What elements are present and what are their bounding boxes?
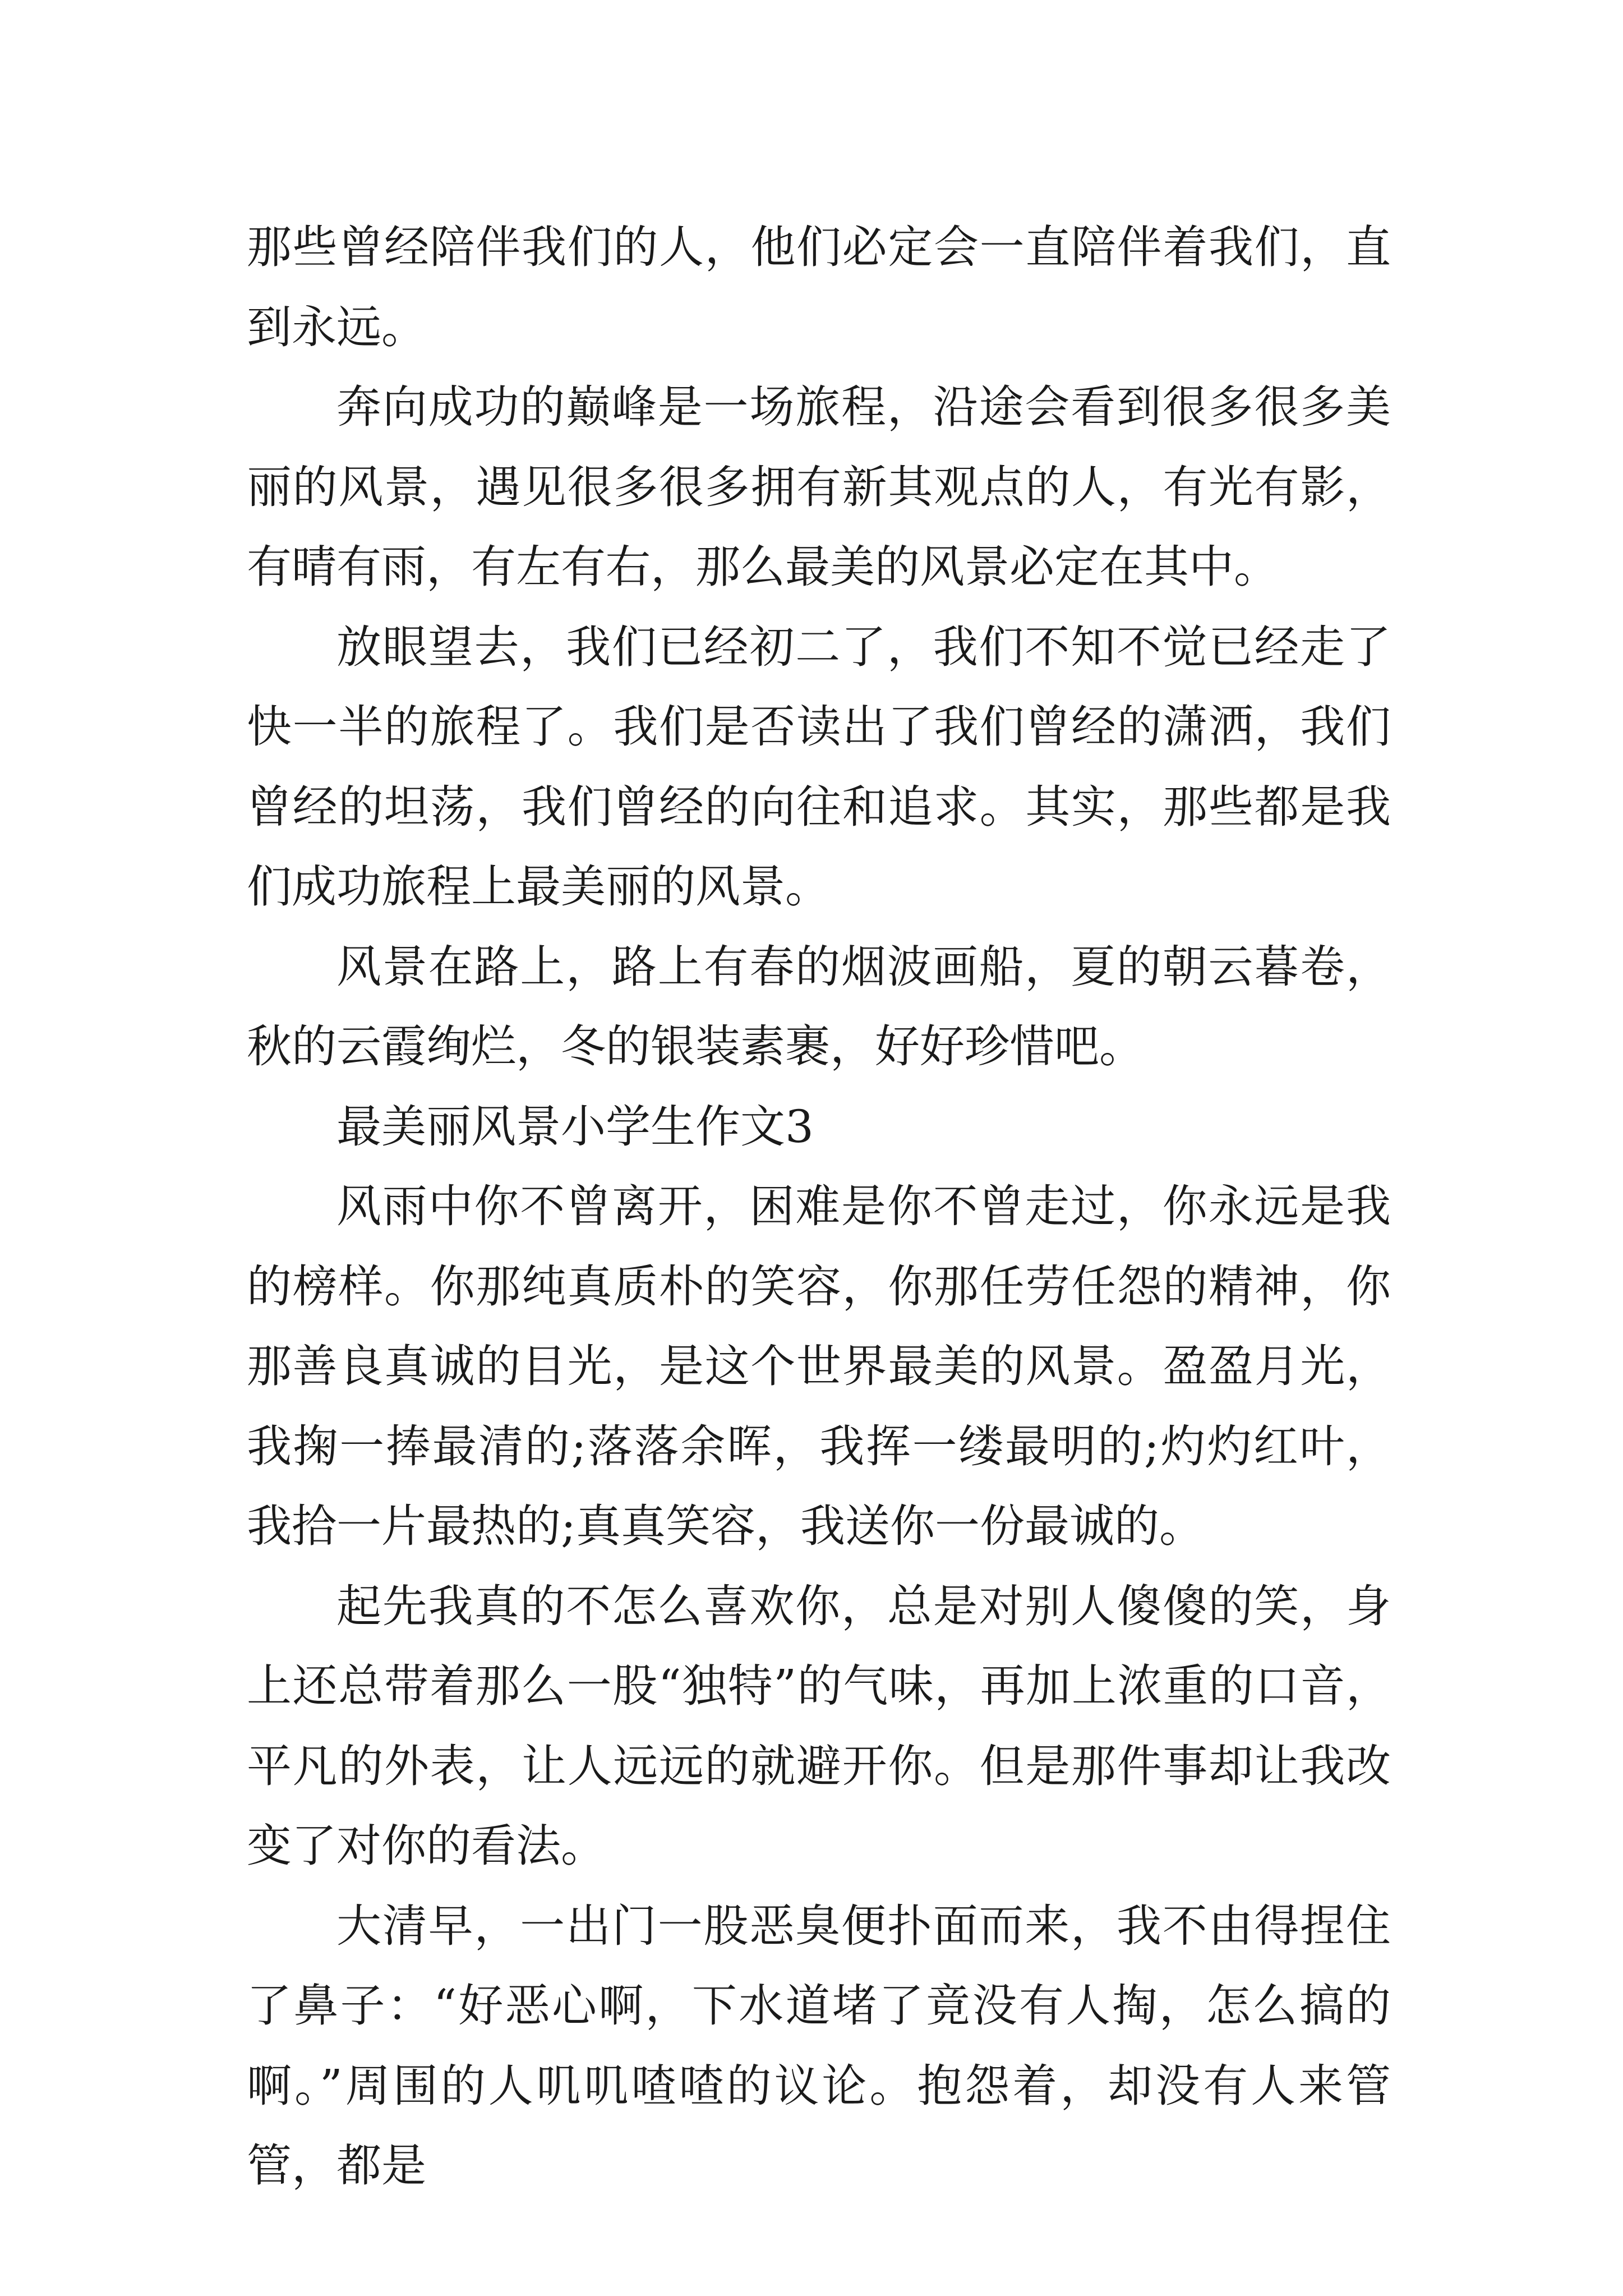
paragraph: 风雨中你不曾离开，困难是你不曾走过，你永远是我的榜样。你那纯真质朴的笑容，你那任劳任怨的精神，你那善良真诚的目光，是这个世界最美的风景。盈盈月光，我掬一捧最清的;落落余晖，我挥一缕最明的;灼灼红叶，我拾一片最热的;真真笑容，我送你一份最诚的。 <box>247 1180 1391 1552</box>
paragraph: 风景在路上，路上有春的烟波画船，夏的朝云暮卷，秋的云霞绚烂，冬的银装素裹，好好珍惜吧。 <box>247 940 1391 1073</box>
paragraph: 起先我真的不怎么喜欢你，总是对别人傻傻的笑，身上还总带着那么一股“独特”的气味，再加上浓重的口音，平凡的外表，让人远远的就避开你。但是那件事却让我改变了对你的看法。 <box>247 1580 1391 1872</box>
paragraph: 奔向成功的巅峰是一场旅程，沿途会看到很多很多美丽的风景，遇见很多很多拥有新其观点的人，有光有影，有晴有雨，有左有右，那么最美的风景必定在其中。 <box>247 381 1391 593</box>
section-heading: 最美丽风景小学生作文3 <box>336 1100 814 1153</box>
body-text <box>247 208 1391 2206</box>
paragraph: 放眼望去，我们已经初二了，我们不知不觉已经走了快一半的旅程了。我们是否读出了我们曾经的潇洒，我们曾经的坦荡，我们曾经的向往和追求。其实，那些都是我们成功旅程上最美丽的风景。 <box>247 620 1391 913</box>
paragraph: 大清早，一出门一股恶臭便扑面而来，我不由得捏住了鼻子：“好恶心啊，下水道堵了竟没有人掏，怎么搞的啊。”周围的人叽叽喳喳的议论。抱怨着，却没有人来管管，都是 <box>247 1899 1391 2192</box>
paragraph: 那些曾经陪伴我们的人，他们必定会一直陪伴着我们，直到永远。 <box>247 221 1391 353</box>
